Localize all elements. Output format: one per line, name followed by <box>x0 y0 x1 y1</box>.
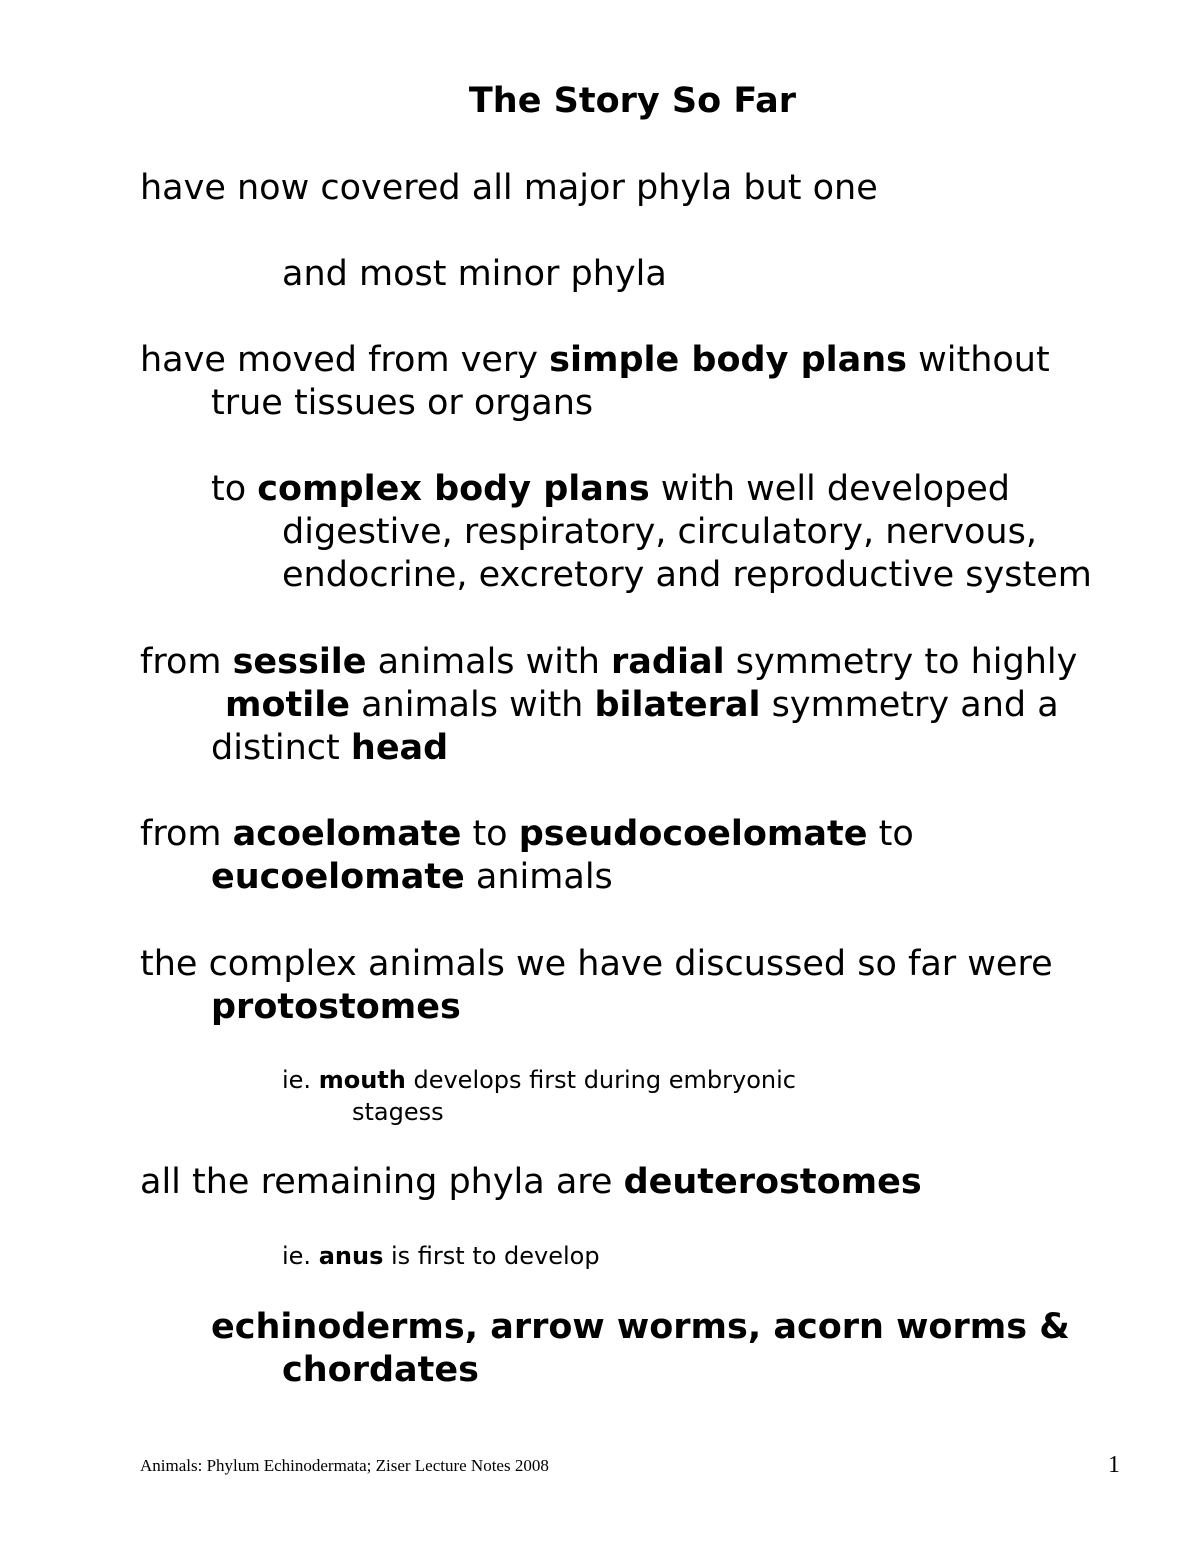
footer-source: Animals: Phylum Echinodermata; Ziser Lecture Notes 2008 <box>140 1456 549 1475</box>
bold-term-simple-body-plans: simple body plans <box>549 340 908 380</box>
statement-coelom-line1 <box>140 813 914 856</box>
text-segment: to <box>867 814 914 854</box>
text-segment: animals <box>464 857 613 897</box>
statement-body-plans-line2: true tissues or organs <box>211 383 594 423</box>
bold-term-anus: anus <box>318 1242 384 1270</box>
bold-term-motile: motile <box>225 685 350 725</box>
bold-term-protostomes: protostomes <box>211 987 461 1027</box>
text-segment: to <box>211 469 258 509</box>
text-segment: from <box>140 814 233 854</box>
text-segment: have moved from very <box>140 340 550 380</box>
text-segment: ie. <box>282 1242 319 1270</box>
statement-phyla-covered: have now covered all major phyla but one <box>140 168 878 208</box>
statement-deuterostomes <box>140 1161 922 1204</box>
statement-minor-phyla: and most minor phyla <box>282 254 667 294</box>
bold-term-groups: echinoderms, arrow worms, acorn worms & <box>211 1307 1070 1347</box>
text-segment: with well developed <box>649 469 1010 509</box>
bold-term-pseudocoelomate: pseudocoelomate <box>518 814 868 854</box>
note-mouth-line1 <box>282 1064 796 1096</box>
bold-term-complex-body-plans: complex body plans <box>257 469 650 509</box>
text-segment: symmetry and a <box>760 685 1059 725</box>
bold-term-chordates: chordates <box>282 1350 479 1390</box>
text-segment: symmetry to highly <box>724 642 1078 682</box>
statement-complex-line1 <box>211 468 1010 511</box>
bold-term-head: head <box>350 728 449 768</box>
statement-protostomes-line1: the complex animals we have discussed so far were <box>140 944 1053 984</box>
statement-symmetry-line1 <box>140 641 1077 684</box>
bold-term-sessile: sessile <box>232 642 367 682</box>
list-deuterostome-groups-line2 <box>282 1349 479 1392</box>
text-segment: ie. <box>282 1066 319 1094</box>
text-segment: distinct <box>211 728 351 768</box>
bold-term-radial: radial <box>611 642 725 682</box>
statement-protostomes-line2 <box>211 986 461 1029</box>
statement-complex-line2: digestive, respiratory, circulatory, nervous, <box>282 512 1037 552</box>
statement-complex-line3: endocrine, excretory and reproductive system <box>282 555 1092 595</box>
statement-coelom-line2 <box>211 856 613 899</box>
bold-term-acoelomate: acoelomate <box>232 814 462 854</box>
bold-term-mouth: mouth <box>318 1066 406 1094</box>
page-number: 1 <box>1108 1452 1120 1478</box>
text-segment: animals with <box>349 685 595 725</box>
bold-term-eucoelomate: eucoelomate <box>211 857 465 897</box>
text-segment: all the remaining phyla are <box>140 1162 624 1202</box>
bold-term-deuterostomes: deuterostomes <box>623 1162 922 1202</box>
statement-symmetry-line2 <box>225 684 1059 727</box>
note-anus <box>282 1240 600 1272</box>
page-title: The Story So Far <box>468 81 797 121</box>
note-mouth-line2: stagess <box>352 1098 444 1126</box>
statement-symmetry-line3 <box>211 727 448 770</box>
text-segment: is first to develop <box>383 1242 600 1270</box>
list-deuterostome-groups-line1 <box>211 1306 1070 1349</box>
text-segment: without <box>907 340 1050 380</box>
bold-term-bilateral: bilateral <box>594 685 761 725</box>
text-segment: develops first during embryonic <box>405 1066 796 1094</box>
text-segment: from <box>140 642 233 682</box>
text-segment: animals with <box>366 642 612 682</box>
text-segment: to <box>461 814 519 854</box>
statement-body-plans-line1 <box>140 339 1050 382</box>
